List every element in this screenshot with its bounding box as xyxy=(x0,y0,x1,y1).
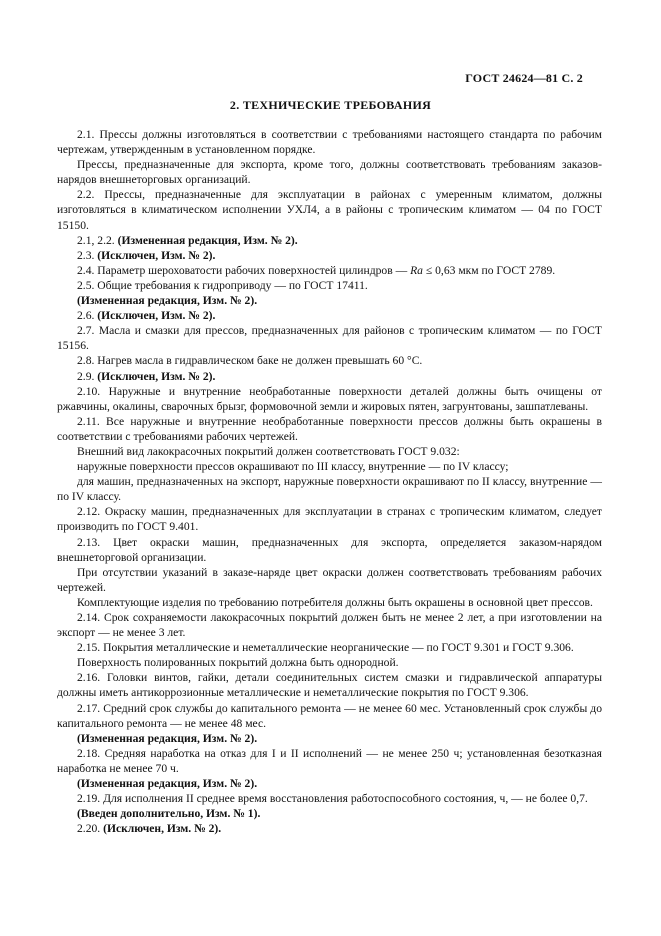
amendment-note: (Измененная редакция, Изм. № 2). xyxy=(117,233,298,247)
clause-number: 2.9. xyxy=(77,369,95,383)
paragraph-2-9 xyxy=(57,369,602,384)
paragraph-polished: Поверхность полированных покрытий должна быть однородной. xyxy=(77,656,399,670)
page-header: ГОСТ 24624—81 С. 2 xyxy=(465,71,583,85)
paragraph-2-3 xyxy=(57,248,602,263)
paragraph-components: Комплектующие изделия по требованию потребителя должны быть окрашены в основной цвет прессов. xyxy=(77,595,593,609)
paragraph-text: 2.4. Параметр шероховатости рабочих поверхностей цилиндров — xyxy=(77,263,411,277)
paragraph-color-default: При отсутствии указаний в заказе-наряде цвет окраски должен соответствовать требованиям рабочих чертежей. xyxy=(57,565,602,594)
section-title: 2. ТЕХНИЧЕСКИЕ ТРЕБОВАНИЯ xyxy=(229,98,432,112)
paragraph-export: Прессы, предназначенные для экспорта, кроме того, должны соответствовать требованиям заказов-нарядов внешнеторговых организаций. xyxy=(57,158,602,187)
paragraph-classes-2: для машин, предназначенных на экспорт, наружные поверхности окрашивают по II классу, внутренние — по IV классу. xyxy=(57,475,602,504)
amendment-note: (Введен дополнительно, Изм. № 1). xyxy=(77,807,261,821)
paragraph-2-12: 2.12. Окраску машин, предназначенных для эксплуатации в странах с тропическим климатом, следует производить по ГОСТ 9.401. xyxy=(57,505,602,534)
document-body xyxy=(57,127,602,836)
clause-number: 2.6. xyxy=(77,309,95,323)
amendment-note: (Измененная редакция, Изм. № 2). xyxy=(77,294,258,308)
amendment-2-1-2-2 xyxy=(57,233,602,248)
amendment-note: (Исключен, Изм. № 2). xyxy=(103,822,222,836)
amendment-note: (Исключен, Изм. № 2). xyxy=(97,369,216,383)
paragraph-2-1: 2.1. Прессы должны изготовляться в соответствии с требованиями настоящего стандарта по рабочим чертежам, утвержденным в установленном порядке. xyxy=(57,128,602,157)
paragraph-2-20 xyxy=(57,821,602,836)
amendment-note: (Измененная редакция, Изм. № 2). xyxy=(77,777,258,791)
paragraph-2-2: 2.2. Прессы, предназначенные для эксплуатации в районах с умеренным климатом, должны изготовляться в климатическом исполнении УХЛ4, а в районы с тропическим климатом — 04 по ГОСТ 15150. xyxy=(57,188,602,232)
paragraph-2-13: 2.13. Цвет окраски машин, предназначенных для экспорта, определяется заказом-нарядом внешнеторговой организации. xyxy=(57,535,602,564)
paragraph-2-5: 2.5. Общие требования к гидроприводу — по ГОСТ 17411. xyxy=(77,278,368,292)
paragraph-2-4 xyxy=(57,263,602,278)
amendment-note: (Исключен, Изм. № 2). xyxy=(97,309,216,323)
roughness-symbol: Ra xyxy=(410,263,423,277)
paragraph-2-17: 2.17. Средний срок службы до капитального ремонта — не менее 60 мес. Установленный срок службы до капитального ремонта — не менее 48 мес. xyxy=(57,701,602,730)
paragraph-2-15: 2.15. Покрытия металлические и неметаллические неорганические — по ГОСТ 9.301 и ГОСТ 9.306. xyxy=(77,641,574,655)
paragraph-2-10: 2.10. Наружные и внутренние необработанные поверхности деталей должны быть очищены от ржавчины, окалины, сварочных брызг, формовочной земли и жировых пятен, загрунтованы, зашпатлеваны. xyxy=(57,384,602,413)
clause-number: 2.20. xyxy=(77,822,101,836)
clause-number: 2.1, 2.2. xyxy=(77,233,115,247)
clause-number: 2.3. xyxy=(77,248,95,262)
amendment-note: (Исключен, Изм. № 2). xyxy=(97,248,216,262)
paragraph-text: ≤ 0,63 мкм по ГОСТ 2789. xyxy=(422,263,556,277)
paragraph-appearance: Внешний вид лакокрасочных покрытий должен соответствовать ГОСТ 9.032: xyxy=(77,444,460,458)
paragraph-2-14: 2.14. Срок сохраняемости лакокрасочных покрытий должен быть не менее 2 лет, а при изготовлении на экспорт — не менее 3 лет. xyxy=(57,611,602,640)
paragraph-2-8: 2.8. Нагрев масла в гидравлическом баке не должен превышать 60 °С. xyxy=(77,354,423,368)
paragraph-2-16: 2.16. Головки винтов, гайки, детали соединительных систем смазки и гидравлической аппаратуры должны иметь антикоррозионные металлические и неметаллические покрытия по ГОСТ 9.306. xyxy=(57,671,602,700)
paragraph-2-18: 2.18. Средняя наработка на отказ для I и II исполнений — не менее 250 ч; установленная безотказная наработка не менее 70 ч. xyxy=(57,746,602,775)
paragraph-2-7: 2.7. Масла и смазки для прессов, предназначенных для районов с тропическим климатом — по ГОСТ 15156. xyxy=(57,324,602,353)
paragraph-2-11: 2.11. Все наружные и внутренние необработанные поверхности прессов должны быть окрашены в соответствии с требованиями рабочих чертежей. xyxy=(57,414,602,443)
amendment-note: (Измененная редакция, Изм. № 2). xyxy=(77,731,258,745)
paragraph-classes-1: наружные поверхности прессов окрашивают по III классу, внутренние — по IV классу; xyxy=(77,460,509,474)
paragraph-2-6 xyxy=(57,308,602,323)
paragraph-2-19: 2.19. Для исполнения II среднее время восстановления работоспособного состояния, ч, — не более 0,7. xyxy=(77,792,588,806)
